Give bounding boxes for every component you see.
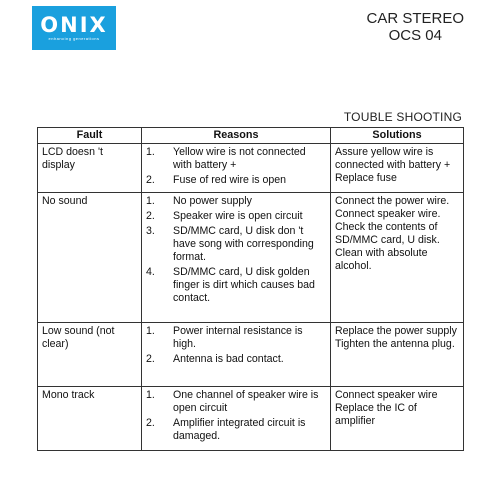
reasons-cell [142,387,331,451]
reason-item: 2. Antenna is bad contact. [146,353,284,365]
solution-line: Assure yellow wire is connected with battery + [335,146,451,171]
table-row [38,193,464,323]
solution-line: Connect the power wire. [335,195,450,207]
table-header-row [38,128,464,144]
reason-item: 2. Fuse of red wire is open [146,174,287,186]
section-title: TOUBLE SHOOTING [343,110,462,124]
reason-item: 3. SD/MMC card, U disk don 't have song with corresponding format. [146,225,314,263]
table-row [38,144,464,193]
reason-item: 1. Power internal resistance is high. [146,325,303,350]
fault-cell: Mono track [38,387,142,451]
reason-item: 1. Yellow wire is not connected with battery + [146,146,306,171]
solution-line: Replace the IC of amplifier [335,402,417,427]
reason-item: 1. One channel of speaker wire is open circuit [146,389,319,414]
reason-item: 1. No power supply [146,195,252,207]
troubleshooting-table [37,127,464,451]
fault-cell: Low sound (not clear) [38,323,142,387]
reason-item: 2. Speaker wire is open circuit [146,210,303,222]
solution-line: Tighten the antenna plug. [335,338,455,350]
header-fault: Fault [38,128,142,144]
fault-cell: No sound [38,193,142,323]
fault-cell: LCD doesn 't display [38,144,142,193]
header-reasons: Reasons [142,128,331,144]
solution-line: Check the contents of SD/MMC card, U disk. [335,221,440,246]
solution-line: Clean with absolute alcohol. [335,247,428,272]
solution-line: Replace the power supply [335,325,457,337]
solutions-cell [331,323,464,387]
solutions-cell [331,144,464,193]
product-line-2: OCS 04 [388,27,442,44]
header-solutions: Solutions [331,128,464,144]
solutions-cell [331,193,464,323]
brand-logo [32,6,116,50]
product-title [366,10,464,44]
reasons-cell [142,144,331,193]
logo-tagline: enhancing generations [48,36,100,41]
logo-wordmark: ONIX [40,13,108,37]
solution-line: Connect speaker wire. [335,208,441,220]
product-line-1: CAR STEREO [366,10,464,27]
table-row [38,323,464,387]
solutions-cell [331,387,464,451]
solution-line: Replace fuse [335,172,397,184]
table-row [38,387,464,451]
reason-item: 4. SD/MMC card, U disk golden finger is dirt which causes bad contact. [146,266,315,304]
reasons-cell [142,323,331,387]
reason-item: 2. Amplifier integrated circuit is damaged. [146,417,306,442]
reasons-cell [142,193,331,323]
solution-line: Connect speaker wire [335,389,438,401]
